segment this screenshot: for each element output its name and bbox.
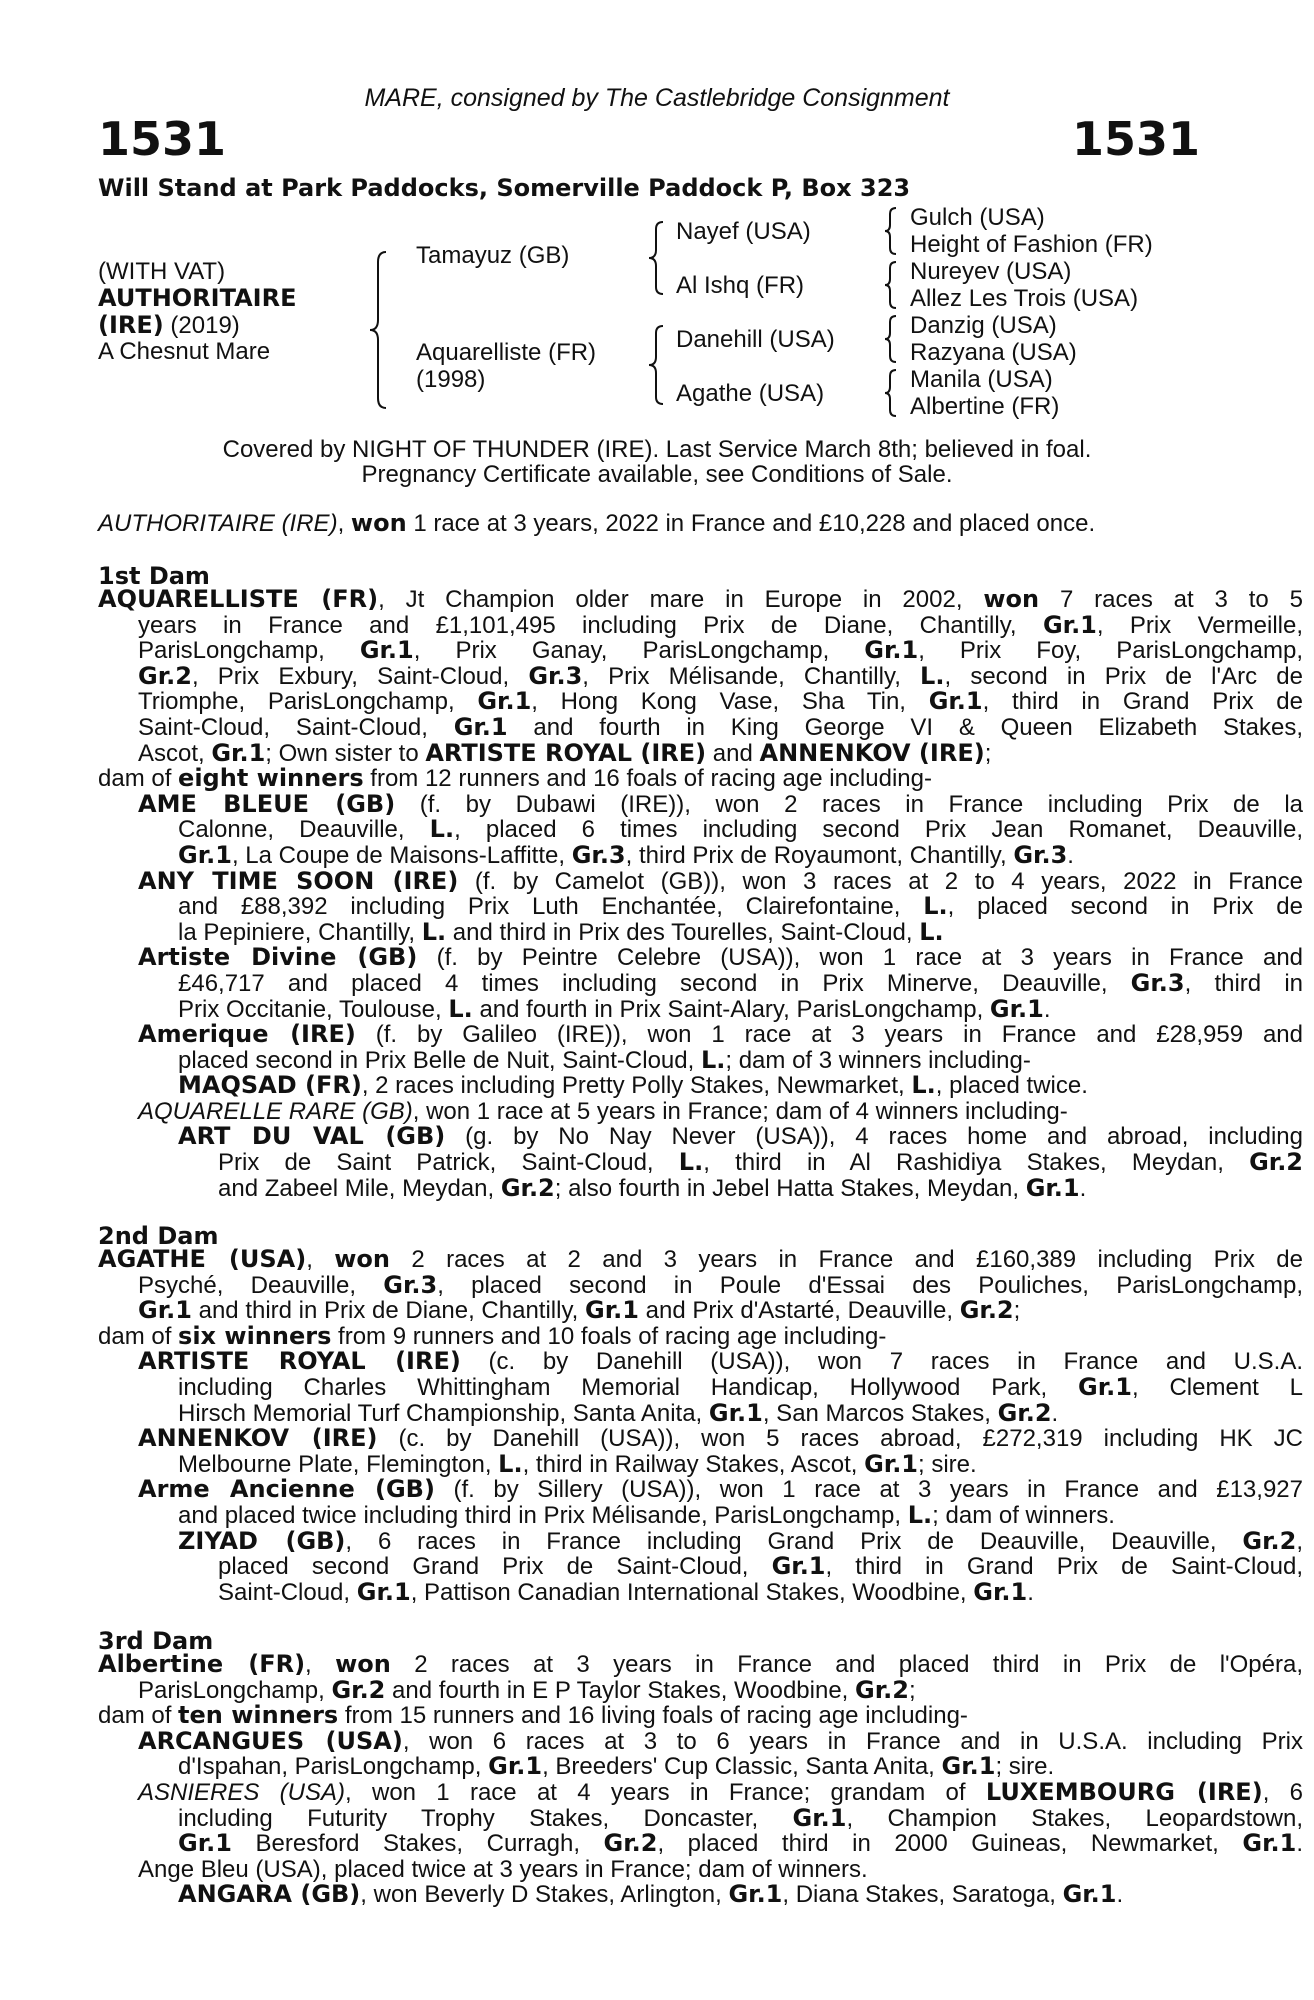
text-run: , Prix Vermeille, [1096, 611, 1303, 639]
text-line [98, 1831, 1303, 1857]
text-run: Gr.2 [138, 661, 192, 690]
text-run: . [1296, 1830, 1303, 1858]
text-line [98, 661, 1303, 690]
text-run: Gr.1 [928, 687, 983, 716]
text-line [98, 1398, 1303, 1427]
text-run: and [706, 739, 760, 767]
text-run: ; dam of winners. [932, 1501, 1115, 1529]
text-run: Artiste Divine (GB) [138, 943, 418, 972]
text-run: , third in Railway Stakes, Ascot, [522, 1450, 865, 1478]
text-run: L. [678, 1148, 704, 1177]
text-run: six winners [178, 1321, 332, 1350]
text-line [98, 1500, 1303, 1529]
text-run: Gr.1 [178, 840, 232, 869]
sire-sire: Nayef (USA) [676, 218, 811, 245]
text-line [98, 945, 1303, 971]
text-run: won [334, 1245, 390, 1273]
text-line [98, 1754, 1303, 1780]
text-run: ; sire. [995, 1753, 1055, 1781]
pedigree-brace-dam [647, 324, 667, 406]
text-line [98, 1652, 1303, 1678]
stand-location: Will Stand at Park Paddocks, Somerville Paddock P, Box 323 [98, 174, 911, 202]
text-run: Gr.2 [997, 1398, 1052, 1427]
text-line [98, 1321, 1303, 1350]
section-body-3rd-dam [98, 1652, 1303, 1908]
text-run: dam of [98, 1702, 179, 1730]
text-run: , Prix Ganay, ParisLongchamp, [413, 637, 865, 665]
text-run: Calonne, Deauville, [178, 816, 430, 844]
text-run: Gr.1 [453, 712, 508, 741]
pedigree-brace-g4 [884, 368, 900, 418]
text-line [98, 610, 1303, 639]
text-run: Gr.1 [178, 1829, 232, 1858]
text-line [98, 1477, 1303, 1503]
text-run: and third in Prix de Diane, Chantilly, [191, 1297, 586, 1325]
text-run: Gr.1 [941, 1752, 996, 1781]
text-line [98, 866, 1304, 895]
text-run: , won Beverly D Stakes, Arlington, [360, 1881, 729, 1909]
text-run: Gr.1 [1062, 1880, 1117, 1909]
text-run: , Champion Stakes, Leopardstown, [846, 1804, 1303, 1832]
text-run: 2 races at 2 and 3 years in France and £160,389 including Prix de [389, 1246, 1303, 1273]
text-line [98, 587, 1303, 613]
text-run: . [1067, 841, 1074, 869]
text-line [98, 917, 1303, 946]
dam-sire-dam: Razyana (USA) [910, 339, 1077, 366]
text-run: and placed twice including third in Prix Mélisande, ParisLongchamp, [178, 1501, 908, 1529]
sire-dam: Al Ishq (FR) [676, 272, 805, 299]
text-run: , won 1 race at 5 years in France; dam of 4 winners including- [412, 1097, 1068, 1125]
text-run: and third in Prix des Tourelles, Saint-Cloud, [446, 918, 920, 946]
text-run: Gr.1 [864, 1449, 919, 1478]
text-run: ANNENKOV (IRE) [759, 738, 985, 767]
text-run: Gr.3 [1013, 840, 1068, 869]
text-line [98, 1675, 1303, 1704]
text-run: , Prix Mélisande, Chantilly, [582, 662, 921, 690]
text-run: . [1116, 1881, 1124, 1909]
text-line [98, 738, 1303, 767]
vat-note: (WITH VAT) [98, 258, 226, 285]
text-run: ParisLongchamp, [138, 1676, 332, 1704]
text-run: placed second in Prix Belle de Nuit, Saint-Cloud, [178, 1046, 701, 1074]
text-run: Beresford Stakes, Curragh, [231, 1830, 604, 1858]
text-run: ; Own sister to [265, 739, 426, 767]
text-line [98, 1777, 1304, 1806]
text-run: and fourth in King George VI & Queen Elizabeth Stakes, [507, 713, 1303, 741]
text-run: Gr.1 [728, 1880, 783, 1909]
text-run: ARTISTE ROYAL (IRE) [425, 738, 707, 767]
text-line [98, 894, 1303, 920]
race-summary [98, 511, 1095, 537]
text-run: Gr.1 [488, 1752, 543, 1781]
section-body-1st-dam [98, 587, 1303, 1201]
text-run: L. [923, 892, 948, 921]
text-run: (f. by Galileo (IRE)), won 1 race at 3 years in France and £28,959 and [355, 1021, 1304, 1049]
text-run: Prix de Saint Patrick, Saint-Cloud, [218, 1149, 679, 1177]
text-run: ART DU VAL (GB) [178, 1122, 446, 1151]
text-run: won [335, 1650, 391, 1678]
pedigree-brace-main [368, 250, 392, 410]
text-run: Arme Ancienne (GB) [138, 1475, 435, 1504]
text-run: , placed third in 2000 Guineas, Newmarket, [657, 1830, 1243, 1858]
pedigree-brace-g2 [884, 260, 900, 310]
text-line [98, 968, 1303, 997]
text-run: Albertine (FR) [98, 1650, 306, 1678]
text-run: LUXEMBOURG (IRE) [985, 1777, 1263, 1806]
text-run: Gr.1 [359, 636, 414, 665]
text-run: Psyché, Deauville, [138, 1271, 384, 1299]
lot-number-left: 1531 [98, 112, 227, 166]
dam-dam-sire: Manila (USA) [910, 366, 1053, 393]
text-run: , San Marcos Stakes, [762, 1399, 998, 1427]
text-run: . [1079, 1174, 1087, 1202]
text-run: L. [498, 1449, 523, 1478]
text-run: years in France and £1,101,495 including Prix de Diane, Chantilly, [138, 611, 1043, 639]
text-run: , won 6 races at 3 to 6 years in France and in U.S.A. including Prix [402, 1727, 1303, 1755]
text-run: , Breeders' Cup Classic, Santa Anita, [542, 1753, 942, 1781]
dam-year: (1998) [416, 366, 486, 393]
text-run: from 12 runners and 16 foals of racing age including- [363, 765, 932, 793]
text-line [98, 789, 1303, 818]
text-line [98, 638, 1303, 664]
text-run: (f. by Peintre Celebre (USA)), won 1 race at 3 years in France and [417, 944, 1304, 972]
text-run: 7 races at 3 to 5 [1039, 586, 1303, 613]
pedigree-brace-sire [647, 220, 667, 296]
text-run: , placed twice. [935, 1072, 1088, 1100]
text-run: Prix Occitanie, Toulouse, [178, 995, 449, 1023]
text-run: Gr.1 [973, 1577, 1028, 1606]
text-run: ARCANGUES (USA) [138, 1726, 403, 1755]
pedigree-brace-g3 [884, 314, 900, 364]
text-run: £46,717 and placed 4 times including second in Prix Minerve, Deauville, [178, 969, 1131, 997]
text-run: Ange Bleu (USA), placed twice at 3 years in France; dam of winners. [138, 1855, 868, 1883]
text-run: Gr.1 [864, 636, 919, 665]
text-run: and Prix d'Astarté, Deauville, [638, 1297, 960, 1325]
text-line [98, 1173, 1303, 1202]
text-run: L. [448, 994, 473, 1023]
text-line [98, 1372, 1304, 1401]
text-run: , placed second in Poule d'Essai des Pouliches, ParisLongchamp, [437, 1271, 1304, 1299]
covered-line-1: Covered by NIGHT OF THUNDER (IRE). Last Service March 8th; believed in foal. [222, 436, 1092, 463]
sire-dam-sire: Nureyev (USA) [910, 258, 1072, 285]
text-run: Gr.1 [1025, 1173, 1080, 1202]
text-run: , [1296, 1527, 1303, 1555]
text-run: dam of [98, 765, 179, 793]
text-run: L. [911, 1071, 936, 1100]
text-run: ; [1013, 1297, 1021, 1325]
text-run: placed second Grand Prix de Saint-Cloud, [218, 1553, 772, 1581]
text-line [98, 1349, 1303, 1375]
dam-dam-dam: Albertine (FR) [910, 393, 1060, 420]
text-line [98, 1247, 1303, 1273]
text-line [98, 1577, 1303, 1606]
text-run: Ascot, [138, 739, 212, 767]
text-run: Gr.1 [1042, 610, 1097, 639]
text-run: Gr.2 [855, 1675, 909, 1704]
text-run: AQUARELLISTE (FR) [98, 585, 379, 613]
text-run: Gr.2 [1249, 1148, 1304, 1177]
text-run: , third in Grand Prix de [982, 688, 1303, 716]
text-run: Gr.3 [528, 661, 583, 690]
text-run: dam of [98, 1322, 179, 1350]
text-run: , [337, 510, 351, 537]
text-run: from 15 runners and 16 living foals of racing age including- [338, 1702, 968, 1730]
text-run: ; dam of 3 winners including- [725, 1046, 1031, 1074]
text-run: Gr.2 [500, 1173, 555, 1202]
text-run: ZIYAD (GB) [178, 1526, 346, 1555]
text-run: Gr.1 [1078, 1372, 1132, 1401]
dam-name: Aquarelliste (FR) [416, 339, 597, 366]
text-run: (f. by Sillery (USA)), won 1 race at 3 years in France and £13,927 [434, 1476, 1303, 1504]
text-line [98, 1526, 1303, 1555]
text-line [98, 817, 1303, 843]
text-run: won [350, 509, 407, 537]
text-run: , Prix Exbury, Saint-Cloud, [191, 662, 529, 690]
text-line [98, 689, 1303, 715]
text-run: AUTHORITAIRE (IRE) [98, 510, 338, 537]
text-line [98, 1099, 1303, 1125]
text-run: d'Ispahan, ParisLongchamp, [178, 1753, 489, 1781]
text-line [98, 1703, 1303, 1729]
consignor-line: MARE, consigned by The Castlebridge Consignment [364, 84, 950, 112]
text-run: Saint-Cloud, [218, 1578, 357, 1606]
text-run: , 2 races including Pretty Polly Stakes, Newmarket, [361, 1072, 912, 1100]
pedigree-brace-g1 [884, 206, 900, 256]
text-run: and fourth in E P Taylor Stakes, Woodbine, [385, 1676, 856, 1704]
sire-sire-sire: Gulch (USA) [910, 204, 1045, 231]
text-run: Gr.3 [383, 1270, 438, 1299]
text-run: Gr.3 [1130, 968, 1185, 997]
horse-origin-year: (IRE) (2019) [98, 311, 240, 339]
dam-sire: Danehill (USA) [676, 326, 835, 353]
text-line [98, 766, 1303, 792]
text-run: AQUARELLE RARE (GB) [138, 1097, 413, 1125]
text-run: Gr.1 [356, 1577, 411, 1606]
text-run: ANNENKOV (IRE) [138, 1424, 378, 1453]
text-run: Gr.2 [331, 1675, 386, 1704]
text-run: ParisLongchamp, [138, 637, 360, 665]
text-line [98, 1073, 1303, 1099]
text-run: , third in [1184, 969, 1303, 997]
sire-dam-dam: Allez Les Trois (USA) [910, 285, 1139, 312]
text-run: Gr.1 [211, 738, 266, 767]
text-run: Gr.2 [1242, 1526, 1297, 1555]
text-run: L. [920, 661, 945, 690]
text-run: . [1043, 995, 1051, 1023]
text-run: and fourth in Prix Saint-Alary, ParisLongchamp, [472, 995, 990, 1023]
text-run: L. [700, 1045, 726, 1074]
section-body-2nd-dam [98, 1247, 1303, 1605]
text-run: Gr.2 [603, 1829, 658, 1858]
text-run: ; [984, 739, 992, 767]
text-run: L. [919, 917, 944, 946]
text-run: ; also fourth in Jebel Hatta Stakes, Meydan, [554, 1174, 1026, 1202]
text-run: Triomphe, ParisLongchamp, [138, 688, 478, 716]
text-run: L. [421, 917, 447, 946]
text-run: Gr.1 [477, 687, 532, 716]
text-run: (f. by Camelot (GB)), won 3 races at 2 to 4 years, 2022 in France [458, 867, 1304, 895]
text-run: and £88,392 including Prix Luth Enchantée, Clairefontaine, [178, 893, 924, 921]
text-run: , third in Grand Prix de Saint-Cloud, [825, 1553, 1304, 1581]
text-run: Gr.3 [571, 840, 626, 869]
text-run: , third in Al Rashidiya Stakes, Meydan, [703, 1149, 1250, 1177]
text-run: , La Coupe de Maisons-Laffitte, [231, 841, 572, 869]
covered-line-2: Pregnancy Certificate available, see Conditions of Sale. [361, 461, 953, 488]
text-run: , Hong Kong Vase, Sha Tin, [531, 688, 929, 716]
text-run: 2 races at 3 years in France and placed third in Prix de l'Opéra, [390, 1651, 1303, 1678]
text-run: , second in Prix de l'Arc de [944, 662, 1303, 690]
text-run: and Zabeel Mile, Meydan, [218, 1174, 501, 1202]
text-run: , third Prix de Royaumont, Chantilly, [625, 841, 1014, 869]
text-run: AME BLEUE (GB) [138, 789, 396, 818]
text-line [98, 1554, 1303, 1580]
text-run: Hirsch Memorial Turf Championship, Santa Anita, [178, 1399, 709, 1427]
text-line [98, 1882, 1303, 1908]
text-line [98, 1449, 1303, 1478]
text-run: (c. by Danehill (USA)), won 7 races in France and U.S.A. [460, 1348, 1303, 1376]
text-run: , placed 6 times including second Prix Jean Romanet, Deauville, [454, 816, 1304, 844]
text-run: . [1027, 1578, 1034, 1606]
text-run: Saint-Cloud, Saint-Cloud, [138, 713, 454, 741]
text-run: la Pepiniere, Chantilly, [178, 918, 422, 946]
text-run: AGATHE (USA) [98, 1245, 307, 1273]
section-title-2nd-dam: 2nd Dam [98, 1222, 219, 1250]
text-run: ; sire. [918, 1450, 977, 1478]
text-line [98, 1150, 1303, 1176]
text-run: L. [429, 815, 455, 844]
text-run: Gr.1 [708, 1398, 763, 1427]
sire-sire-dam: Height of Fashion (FR) [910, 231, 1153, 258]
text-run: won [983, 585, 1040, 613]
text-run: (c. by Danehill (USA)), won 5 races abroad, £272,319 including HK JC [377, 1425, 1303, 1453]
text-run: Gr.1 [771, 1552, 826, 1581]
horse-name: AUTHORITAIRE [98, 284, 297, 312]
dam-dam: Agathe (USA) [676, 380, 825, 407]
text-run: , placed second in Prix de [947, 893, 1303, 921]
text-run: ASNIERES (USA) [138, 1778, 346, 1806]
text-line [98, 1803, 1303, 1832]
text-line [98, 1298, 1303, 1324]
text-run: 1 race at 3 years, 2022 in France and £10,228 and placed once. [406, 510, 1096, 537]
horse-description: A Chesnut Mare [98, 338, 271, 365]
text-run: Gr.1 [1242, 1829, 1297, 1858]
lot-number-right: 1531 [1071, 112, 1200, 166]
text-run: , Pattison Canadian International Stakes, Woodbine, [410, 1578, 974, 1606]
text-line [98, 1045, 1303, 1074]
text-run: , 6 races in France including Grand Prix de Deauville, Deauville, [345, 1527, 1243, 1555]
text-run: Gr.2 [959, 1296, 1014, 1325]
text-line [98, 1857, 1303, 1883]
text-run: Melbourne Plate, Flemington, [178, 1450, 499, 1478]
text-run: L. [907, 1500, 933, 1529]
text-run: ANGARA (GB) [178, 1880, 361, 1909]
text-run: Gr.1 [989, 994, 1044, 1023]
text-run: . [1051, 1399, 1059, 1427]
text-line [98, 840, 1303, 869]
text-run: Amerique (IRE) [138, 1020, 356, 1049]
text-line [98, 1270, 1304, 1299]
text-run: from 9 runners and 10 foals of racing age including- [331, 1322, 887, 1350]
section-title-3rd-dam: 3rd Dam [98, 1627, 214, 1655]
text-run: , won 1 race at 4 years in France; grandam of [345, 1778, 986, 1806]
text-line [98, 1124, 1303, 1150]
text-run: Gr.1 [585, 1296, 639, 1325]
text-run: (f. by Dubawi (IRE)), won 2 races in France including Prix de la [395, 790, 1303, 818]
text-run: eight winners [178, 764, 364, 793]
text-run: including Charles Whittingham Memorial Handicap, Hollywood Park, [178, 1373, 1079, 1401]
text-run: including Futurity Trophy Stakes, Doncaster, [178, 1804, 793, 1832]
text-run: ARTISTE ROYAL (IRE) [138, 1347, 461, 1376]
text-run: , Jt Champion older mare in Europe in 2002, [378, 586, 984, 613]
sire-name: Tamayuz (GB) [416, 242, 570, 269]
text-run: Gr.1 [792, 1803, 847, 1832]
text-run: MAQSAD (FR) [178, 1071, 362, 1100]
text-line [98, 1426, 1303, 1452]
text-line [98, 1022, 1303, 1048]
text-run: ANY TIME SOON (IRE) [138, 866, 459, 895]
text-line [98, 1726, 1303, 1755]
text-line [98, 712, 1303, 741]
text-run: , [305, 1651, 336, 1678]
text-run: , Diana Stakes, Saratoga, [782, 1881, 1063, 1909]
text-run: , [306, 1246, 335, 1273]
text-run: Gr.1 [138, 1296, 192, 1325]
dam-sire-sire: Danzig (USA) [910, 312, 1057, 339]
text-run: , Prix Foy, ParisLongchamp, [918, 637, 1303, 665]
text-run: ; [908, 1676, 916, 1704]
text-run: ten winners [178, 1701, 339, 1730]
text-run: (g. by No Nay Never (USA)), 4 races home and abroad, including [445, 1123, 1303, 1151]
section-title-1st-dam: 1st Dam [98, 562, 210, 590]
text-run: , 6 [1262, 1778, 1304, 1806]
text-run: , Clement L [1131, 1373, 1304, 1401]
text-line [98, 994, 1303, 1023]
